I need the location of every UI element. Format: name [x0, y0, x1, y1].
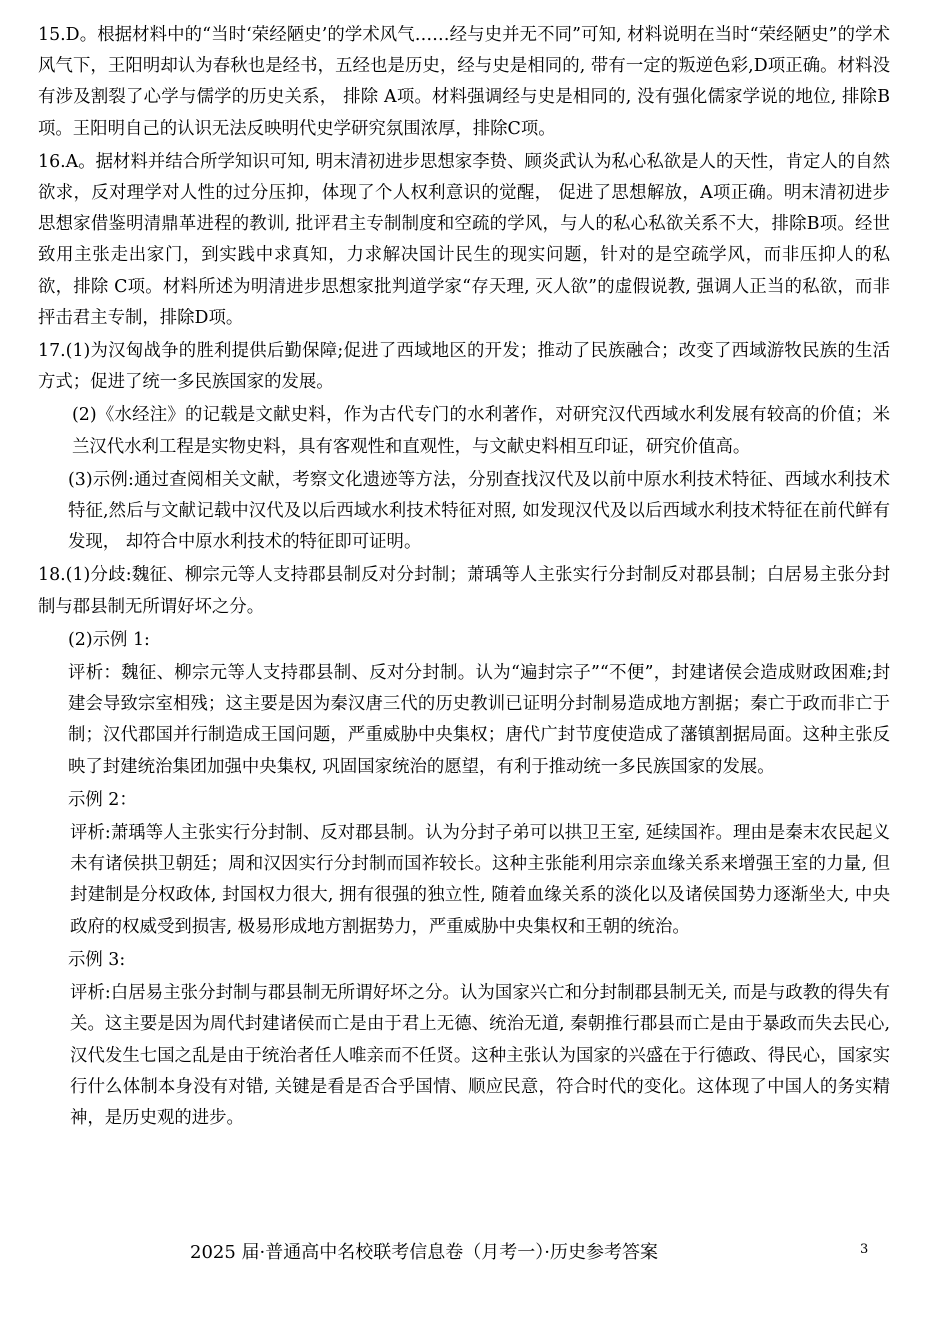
page-number: 3: [860, 1242, 869, 1257]
answer-18-example-2-analysis: 评析:萧瑀等人主张实行分封制、反对郡县制。认为分封子弟可以拱卫王室, 延续国祚。理由是秦末农民起义未有诸侯拱卫朝廷；周和汉因实行分封制而国祚较长。这种主张能利用宗亲血缘关系来增强王室的力量, 但封建制是分权政体, 封国权力很大, 拥有很强的独立性, 随着血缘关系的淡化以及诸侯国势力逐渐坐大, 中央政府的权威受到损害, 极易形成地方割据势力，严重威胁中央集权和王朝的统治。: [70, 823, 890, 937]
answer-18-example-3-heading: 示例 3:: [68, 949, 126, 970]
answer-16: 16.A。据材料并结合所学知识可知, 明末清初进步思想家李贽、顾炎武认为私心私欲是人的天性，肯定人的自然欲求，反对理学对人性的过分压抑，体现了个人权利意识的觉醒， 促进了思想解放，A项正确。明末清初进步思想家借鉴明清鼎革进程的教训, 批评君主专制制度和空疏的学风，与人的私心私欲关系不大，排除B项。经世致用主张走出家门，到实践中求真知，力求解决国计民生的现实问题，针对的是空疏学风，而非压抑人的私欲，排除 C项。材料所述为明清进步思想家批判道学家“存天理, 灭人欲”的虚假说教, 强调人正当的私欲，而非抨击君主专制，排除D项。: [38, 151, 890, 328]
answer-17-part-2: (2)《水经注》的记载是文献史料，作为古代专门的水利著作，对研究汉代西域水利发展有较高的价值；米兰汉代水利工程是实物史料，具有客观性和直观性，与文献史料相互印证，研究价值高。: [72, 405, 890, 457]
answer-18-example-2-heading: 示例 2：: [68, 789, 137, 810]
answer-15: 15.D。根据材料中的“当时‘荣经陋史’的学术风气……经与史并无不同”可知, 材料说明在当时“荣经陋史”的学术风气下，王阳明却认为春秋也是经书，五经也是历史，经与史是相同的, 带有一定的叛逆色彩,D项正确。材料没有涉及割裂了心学与儒学的历史关系， 排除 A项。材料强调经与史是相同的, 没有强化儒家学说的地位, 排除B项。王阳明自己的认识无法反映明代史学研究氛围浓厚，排除C项。: [38, 25, 890, 139]
answer-document: [38, 20, 890, 1136]
answer-17-part-3: (3)示例:通过查阅相关文献，考察文化遗迹等方法，分别查找汉代及以前中原水利技术特征、西域水利技术特征,然后与文献记载中汉代及以后西域水利技术特征对照, 如发现汉代及以后西域水利技术特征在前代鲜有发现， 却符合中原水利技术的特征即可证明。: [68, 469, 890, 553]
answer-18-example-3-analysis: 评析:白居易主张分封制与郡县制无所谓好坏之分。认为国家兴亡和分封制郡县制无关, 而是与政教的得失有关。这主要是因为周代封建诸侯而亡是由于君上无德、统治无道, 秦朝推行郡县而亡是由于暴政而失去民心, 汉代发生七国之乱是由于统治者任人唯亲而不任贤。这种主张认为国家的兴盛在于行德政、得民心，国家实行什么体制本身没有对错, 关键是看是否合乎国情、顺应民意，符合时代的变化。这体现了中国人的务实精神，是历史观的进步。: [70, 983, 890, 1128]
footer-title: 2025 届·普通高中名校联考信息卷（月考一）·历史参考答案: [190, 1242, 658, 1263]
answer-18-part-1: 18.(1)分歧:魏征、柳宗元等人支持郡县制反对分封制；萧瑀等人主张实行分封制反对郡县制；白居易主张分封制与郡县制无所谓好坏之分。: [38, 565, 890, 617]
page-footer: [0, 1238, 950, 1270]
answer-17-part-1: 17.(1)为汉匈战争的胜利提供后勤保障;促进了西域地区的开发；推动了民族融合；改变了西域游牧民族的生活方式；促进了统一多民族国家的发展。: [38, 341, 890, 393]
answer-18-example-1-heading: (2)示例 1:: [68, 629, 150, 650]
answer-18-example-1-analysis: 评析：魏征、柳宗元等人支持郡县制、反对分封制。认为“遍封宗子”“不便”，封建诸侯会造成财政困难;封建会导致宗室相残；这主要是因为秦汉唐三代的历史教训已证明分封制易造成地方割据；秦亡于政而非亡于制；汉代郡国并行制造成王国问题，严重威胁中央集权；唐代广封节度使造成了藩镇割据局面。这种主张反映了封建统治集团加强中央集权, 巩固国家统治的愿望，有利于推动统一多民族国家的发展。: [68, 663, 890, 777]
